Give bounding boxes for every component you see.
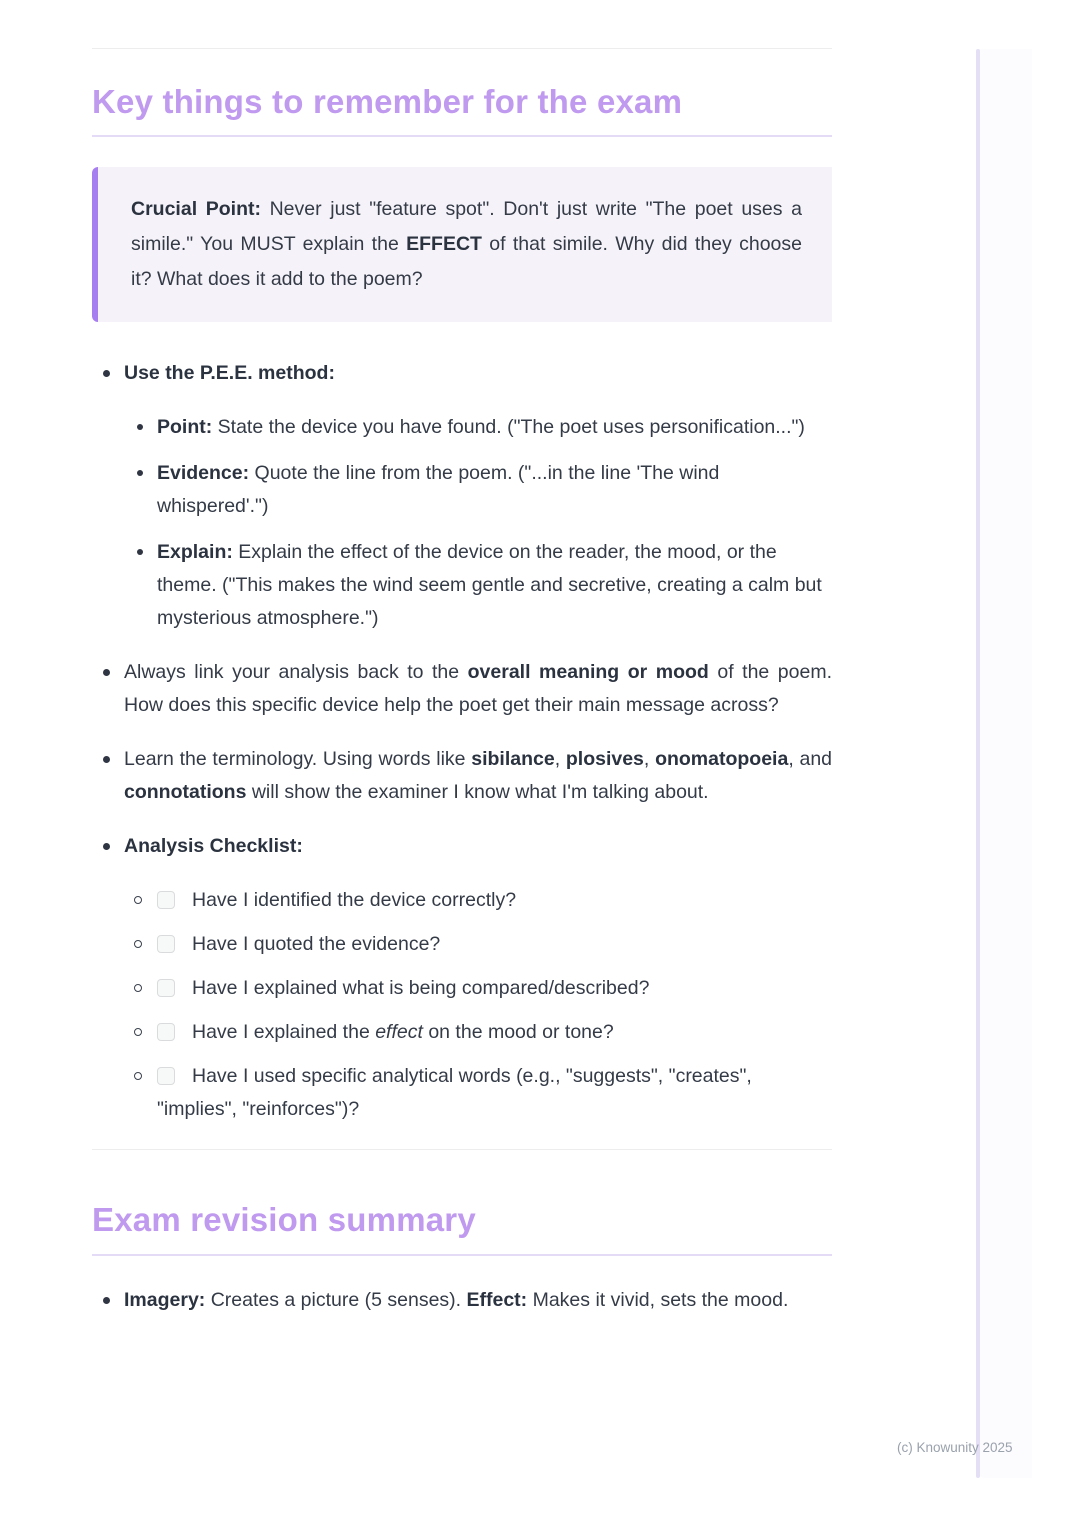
- list-item-text: Analysis Checklist:: [124, 835, 303, 858]
- bullet-dot: [137, 470, 143, 476]
- checkbox-unchecked-icon: [157, 891, 175, 909]
- checklist-item-compared: [124, 972, 832, 1005]
- bullet-dot: [103, 669, 110, 676]
- section-title-exam-summary: Exam revision summary: [92, 1201, 476, 1239]
- checkbox-unchecked-icon: [157, 935, 175, 953]
- bullet-dot: [137, 424, 143, 430]
- list-item-text: Point: State the device you have found. ("The poet uses personification..."): [157, 416, 805, 439]
- circle-bullet: [134, 896, 142, 904]
- bullet-dot: [103, 756, 110, 763]
- bullet-dot: [137, 549, 143, 555]
- list-item-pee-method: [92, 357, 832, 635]
- checklist-item-text: Have I explained the effect on the mood or tone?: [192, 1021, 614, 1044]
- circle-bullet: [134, 984, 142, 992]
- bullet-dot: [103, 370, 110, 377]
- circle-bullet: [134, 1028, 142, 1036]
- checklist-item-text: Have I quoted the evidence?: [192, 933, 441, 956]
- page-edge-divider: [976, 49, 980, 1478]
- checkbox-unchecked-icon: [157, 979, 175, 997]
- exam-summary-list: [92, 1284, 832, 1317]
- list-item-text: Use the P.E.E. method:: [124, 362, 335, 385]
- checklist-item-effect: [124, 1016, 832, 1049]
- checklist-item-text: Have I used specific analytical words (e.g., "suggests", "creates", "implies", "reinforces")?: [157, 1065, 752, 1121]
- crucial-point-callout: [92, 167, 832, 322]
- checklist-item-text: Have I explained what is being compared/described?: [192, 977, 650, 1000]
- section-divider: [92, 1149, 832, 1150]
- heading-underline: [92, 135, 832, 137]
- list-item-explain: [124, 536, 832, 635]
- checklist-item-device: [124, 884, 832, 917]
- bullet-dot: [103, 1297, 110, 1304]
- checkbox-unchecked-icon: [157, 1023, 175, 1041]
- pee-sublist: [124, 411, 832, 635]
- list-item-analysis-checklist: [92, 830, 832, 1126]
- checkbox-unchecked-icon: [157, 1067, 175, 1085]
- checklist-item-text: Have I identified the device correctly?: [192, 889, 517, 912]
- circle-bullet: [134, 1072, 142, 1080]
- document-page: [92, 0, 832, 1338]
- heading-underline: [92, 1254, 832, 1256]
- bullet-dot: [103, 843, 110, 850]
- list-item-text: Explain: Explain the effect of the device on the reader, the mood, or the theme. ("This makes the wind seem gentle and secretive, creating a calm but mysterious atmosphere."): [157, 541, 822, 630]
- list-item-text: Always link your analysis back to the overall meaning or mood of the poem. How does this specific device help the poet get their main message across?: [124, 661, 832, 717]
- checklist-item-analytical-words: [124, 1060, 832, 1126]
- section-title-key-things: Key things to remember for the exam: [92, 83, 683, 120]
- list-item-evidence: [124, 457, 832, 523]
- list-item-imagery: [92, 1284, 832, 1317]
- checklist-item-evidence: [124, 928, 832, 961]
- copyright-notice: (c) Knowunity 2025: [897, 1440, 1013, 1455]
- list-item-text: Evidence: Quote the line from the poem. ("...in the line 'The wind whispered'."): [157, 462, 720, 518]
- top-divider: [92, 48, 832, 49]
- callout-text: Crucial Point: Never just "feature spot". Don't just write "The poet uses a simile." You MUST explain the EFFECT of that simile. Why did they choose it? What does it add to the poem?: [131, 198, 802, 291]
- key-points-list: [92, 357, 832, 1126]
- next-page-preview-strip: [979, 49, 1032, 1478]
- circle-bullet: [134, 940, 142, 948]
- analysis-checklist: [124, 884, 832, 1126]
- list-item-text: Learn the terminology. Using words like sibilance, plosives, onomatopoeia, and connotations will show the examiner I know what I'm talking about.: [124, 748, 833, 804]
- list-item-link-back: [92, 656, 832, 722]
- list-item-terminology: [92, 743, 832, 809]
- list-item-text: Imagery: Creates a picture (5 senses). Effect: Makes it vivid, sets the mood.: [124, 1288, 789, 1311]
- list-item-point: [124, 411, 832, 444]
